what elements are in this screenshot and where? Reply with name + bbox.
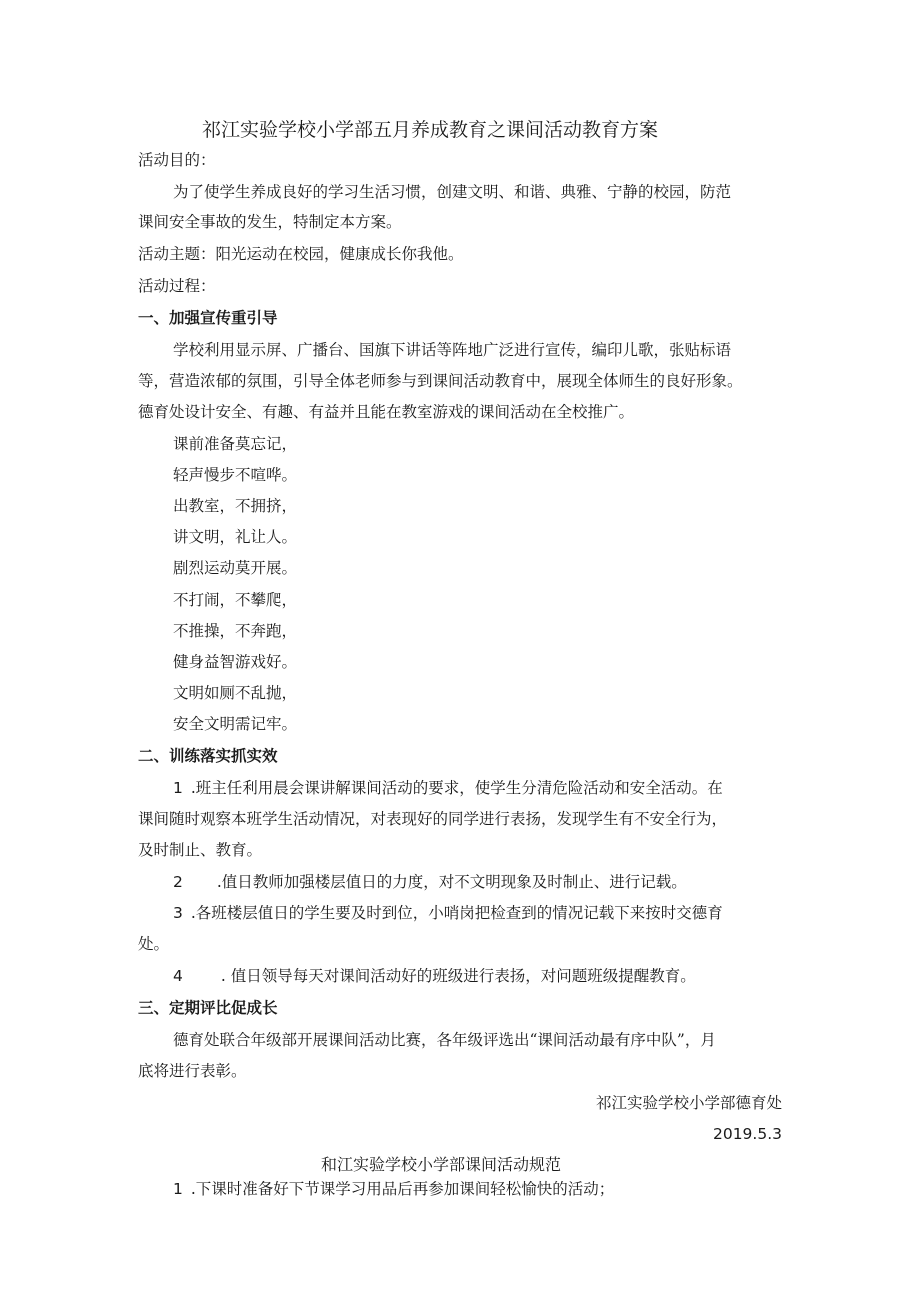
- section2-item-3-line: 处。: [138, 935, 170, 953]
- item-text: .各班楼层值日的学生要及时到位，小哨岗把检查到的情况记载下来按时交德育: [190, 904, 723, 922]
- item-number: 1: [173, 779, 183, 797]
- section2-item-1-line: 及时制止、教育。: [138, 841, 263, 859]
- section3-line: 底将进行表彰。: [138, 1062, 247, 1080]
- song-line: 文明如厕不乱抛，: [173, 684, 298, 702]
- section3-line: 德育处联合年级部开展课间活动比赛，各年级评选出“课间活动最有序中队”，月: [173, 1031, 716, 1049]
- section2-item-1: [173, 778, 723, 798]
- section2-item-3: [173, 903, 723, 923]
- song-line: 安全文明需记牢。: [173, 715, 298, 733]
- song-line: 不打闹，不攀爬，: [173, 591, 298, 609]
- theme-row: [138, 244, 464, 264]
- item-text: .下课时准备好下节课学习用品后再参加课间轻松愉快的活动；: [190, 1180, 615, 1198]
- purpose-line: 课间安全事故的发生，特制定本方案。: [138, 213, 402, 231]
- rules-item-1: [173, 1179, 614, 1199]
- process-label: 活动过程：: [138, 277, 216, 295]
- item-number: 1: [173, 1180, 183, 1198]
- song-line: 出教室，不拥挤，: [173, 497, 298, 515]
- rules-title: 和江实验学校小学部课间活动规范: [321, 1155, 562, 1174]
- section1-line: 学校利用显示屏、广播台、国旗下讲话等阵地广泛进行宣传，编印儿歌，张贴标语: [173, 341, 732, 359]
- document-title: 祁江实验学校小学部五月养成教育之课间活动教育方案: [202, 119, 659, 141]
- signature: 祁江实验学校小学部德育处: [595, 1094, 782, 1112]
- section1-line: 等，营造浓郁的氛围，引导全体老师参与到课间活动教育中，展现全体师生的良好形象。: [138, 372, 743, 390]
- song-line: 剧烈运动莫开展。: [173, 559, 298, 577]
- section1-heading: 一、加强宣传重引导: [138, 309, 278, 327]
- item-text: . 值日领导每天对课间活动好的班级进行表扬，对问题班级提醒教育。: [220, 967, 696, 985]
- song-line: 不推操，不奔跑，: [173, 622, 298, 640]
- song-line: 课前准备莫忘记，: [173, 435, 298, 453]
- item-number: 4: [173, 967, 183, 985]
- section3-heading: 三、定期评比促成长: [138, 999, 278, 1017]
- theme-label: 活动主题：: [138, 245, 216, 263]
- item-text: .班主任利用晨会课讲解课间活动的要求，使学生分清危险活动和安全活动。在: [190, 779, 723, 797]
- song-line: 轻声慢步不喧哗。: [173, 466, 298, 484]
- item-number: 3: [173, 904, 183, 922]
- purpose-label: 活动目的：: [138, 151, 216, 169]
- section2-item-4: [173, 966, 696, 986]
- item-text: .值日教师加强楼层值日的力度，对不文明现象及时制止、进行记载。: [216, 873, 687, 891]
- item-number: 2: [173, 873, 183, 891]
- theme-text: 阳光运动在校园，健康成长你我他。: [215, 245, 464, 263]
- song-line: 讲文明，礼让人。: [173, 528, 298, 546]
- section2-heading: 二、训练落实抓实效: [138, 747, 278, 765]
- section2-item-1-line: 课间随时观察本班学生活动情况，对表现好的同学进行表扬，发现学生有不安全行为，: [138, 810, 728, 828]
- purpose-line: 为了使学生养成良好的学习生活习惯，创建文明、和谐、典雅、宁静的校园，防范: [173, 183, 732, 201]
- document-date: 2019.5.3: [712, 1125, 782, 1143]
- section1-line: 德育处设计安全、有趣、有益并且能在教室游戏的课间活动在全校推广。: [138, 403, 635, 421]
- song-line: 健身益智游戏好。: [173, 653, 298, 671]
- section2-item-2: [173, 872, 687, 892]
